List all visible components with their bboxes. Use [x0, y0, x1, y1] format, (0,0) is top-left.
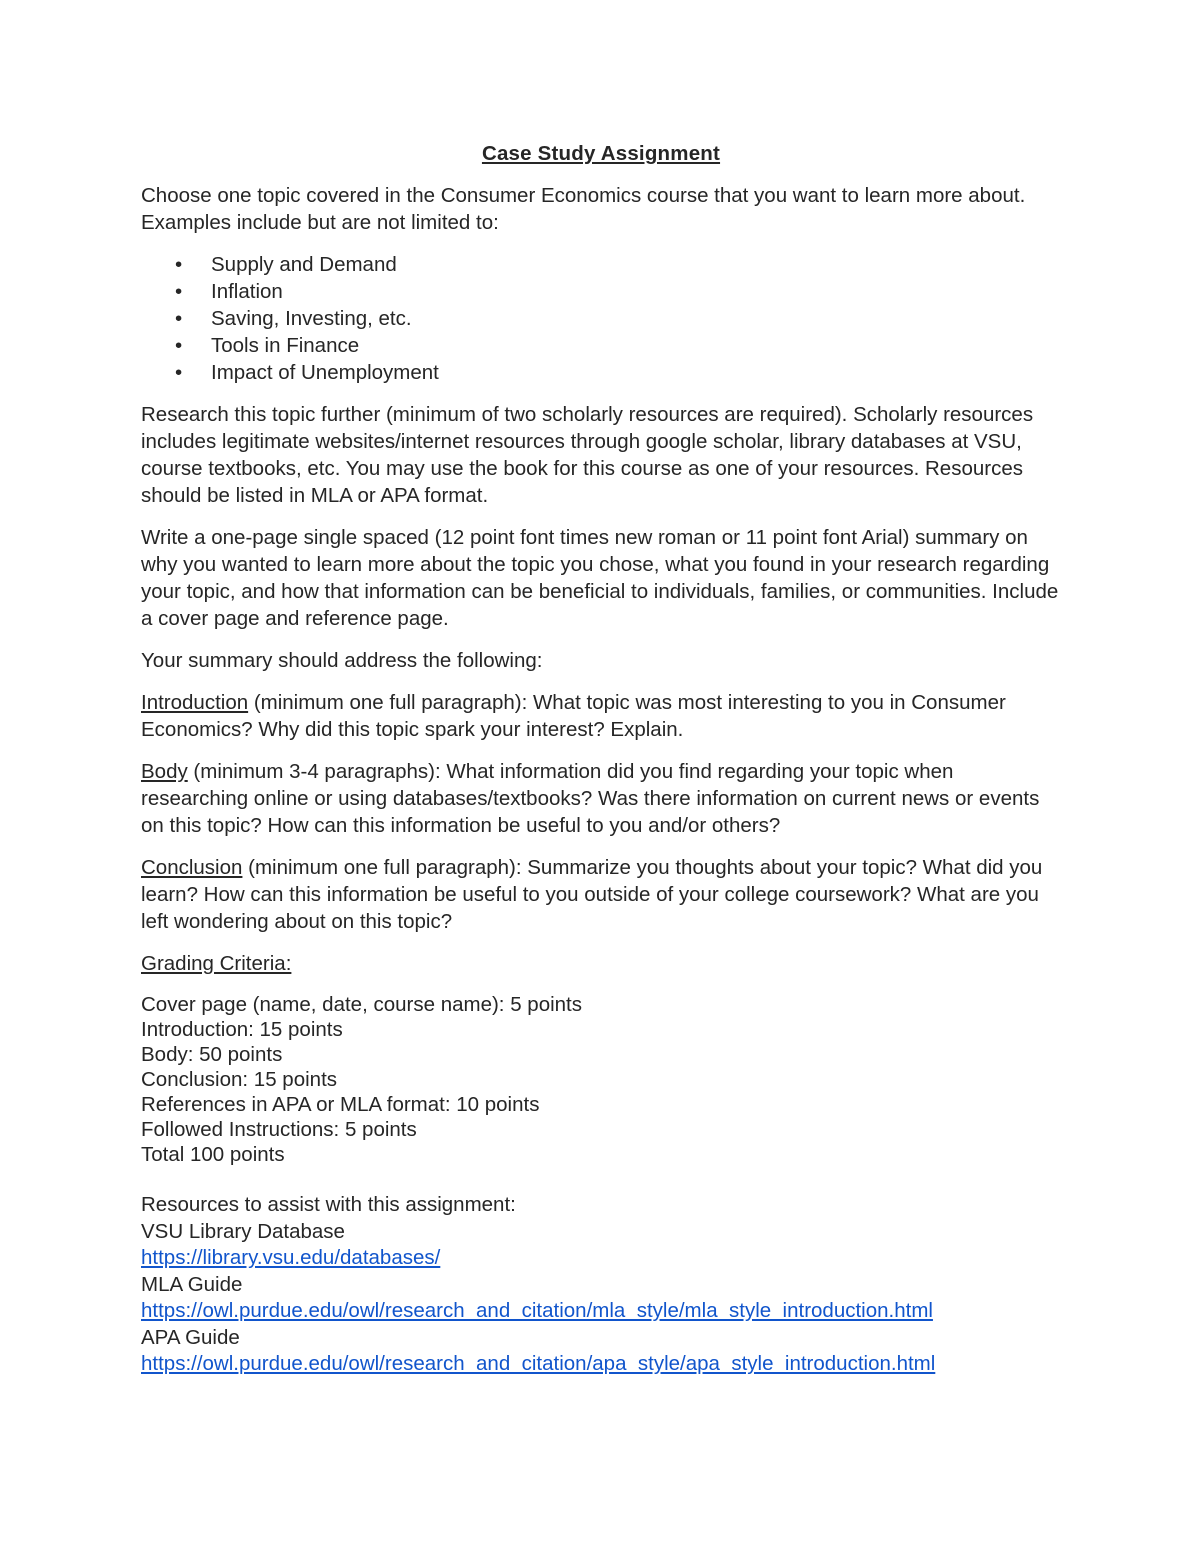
introduction-label: Introduction: [141, 691, 249, 714]
introduction-text: (minimum one full paragraph): What topic was most interesting to you in Consumer Economics? Why did this topic spark your interest? Explain.: [141, 691, 1006, 741]
research-paragraph: Research this topic further (minimum of two scholarly resources are required). Scholarly resources includes legitimate websites/internet resources through google scholar, library databases at VSU, course textbooks, etc. You may use the book for this course as one of your resources. Resources should be listed in MLA or APA format.: [141, 403, 1034, 507]
grading-heading: Grading Criteria:: [141, 952, 292, 975]
list-item: • Inflation: [175, 280, 283, 303]
conclusion-text: (minimum one full paragraph): Summarize you thoughts about your topic? What did you learn? How can this information be useful to you outside of your college coursework? What are you left wondering about on this topic?: [141, 856, 1043, 933]
mla-guide-label: MLA Guide: [141, 1272, 243, 1296]
document-page: [141, 140, 1061, 1378]
grading-total: Total 100 points: [141, 1143, 285, 1166]
bullet-icon: •: [175, 307, 183, 330]
list-item: • Saving, Investing, etc.: [175, 307, 412, 330]
mla-guide-link[interactable]: https://owl.purdue.edu/owl/research_and_citation/mla_style/mla_style_introduction.html: [141, 1299, 933, 1322]
body-paragraph: [141, 758, 1061, 839]
resources-heading: Resources to assist with this assignment:: [141, 1193, 516, 1216]
document-title: Case Study Assignment: [481, 142, 721, 165]
resources-section: [141, 1192, 1061, 1378]
list-item: • Supply and Demand: [175, 253, 397, 276]
introduction-paragraph: [141, 689, 1061, 743]
bullet-icon: •: [175, 253, 183, 276]
vsu-library-label: VSU Library Database: [141, 1219, 345, 1243]
topic-list: [141, 251, 1061, 386]
apa-guide-link[interactable]: https://owl.purdue.edu/owl/research_and_citation/apa_style/apa_style_introduction.html: [141, 1352, 936, 1375]
grading-item: Conclusion: 15 points: [141, 1068, 338, 1091]
conclusion-paragraph: [141, 854, 1061, 935]
apa-guide-label: APA Guide: [141, 1325, 240, 1349]
grading-item: Introduction: 15 points: [141, 1018, 343, 1041]
body-label: Body: [141, 760, 188, 783]
grading-item: References in APA or MLA format: 10 points: [141, 1093, 540, 1116]
write-paragraph: Write a one-page single spaced (12 point font times new roman or 11 point font Arial) summary on why you wanted to learn more about the topic you chose, what you found in your research regarding your topic, and how that information can be beneficial to individuals, families, or communities. Include a cover page and reference page.: [141, 526, 1059, 630]
list-item: • Tools in Finance: [175, 334, 360, 357]
body-text: (minimum 3-4 paragraphs): What information did you find regarding your topic when researching online or using databases/textbooks? Was there information on current news or events on this topic? How can this information be useful to you and/or others?: [141, 760, 1040, 837]
summary-intro: Your summary should address the following:: [141, 649, 543, 672]
vsu-library-link[interactable]: https://library.vsu.edu/databases/: [141, 1246, 441, 1269]
grading-item: Body: 50 points: [141, 1043, 283, 1066]
list-item: • Impact of Unemployment: [175, 361, 439, 384]
grading-item: Followed Instructions: 5 points: [141, 1118, 417, 1141]
bullet-icon: •: [175, 334, 183, 357]
intro-paragraph: Choose one topic covered in the Consumer Economics course that you want to learn more about. Examples include but are not limited to:: [141, 184, 1026, 234]
conclusion-label: Conclusion: [141, 856, 243, 879]
bullet-icon: •: [175, 361, 183, 384]
grading-item: Cover page (name, date, course name): 5 points: [141, 993, 582, 1016]
bullet-icon: •: [175, 280, 183, 303]
grading-list: [141, 992, 1061, 1167]
